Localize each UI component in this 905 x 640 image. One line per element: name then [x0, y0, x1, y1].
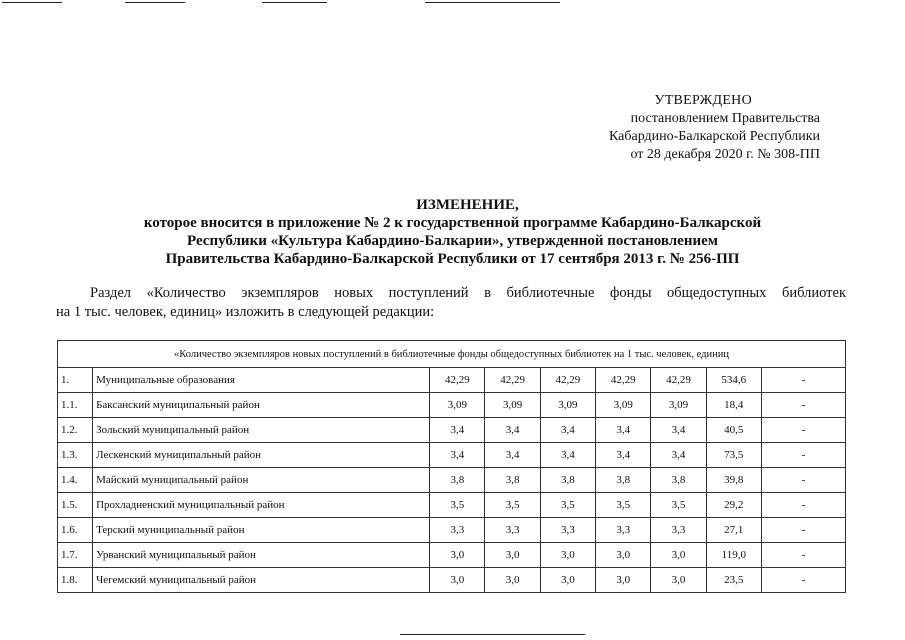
- row-value: 3,5: [430, 493, 485, 518]
- row-value: 3,4: [540, 418, 595, 443]
- approval-line: постановлением Правительства: [630, 111, 820, 126]
- row-name: Терский муниципальный район: [93, 518, 430, 543]
- row-value: 3,5: [540, 493, 595, 518]
- approval-block: [560, 92, 820, 164]
- scan-artifact-line: [2, 2, 62, 3]
- row-value: 3,8: [540, 468, 595, 493]
- row-value: 119,0: [706, 543, 761, 568]
- approval-line: Кабардино-Балкарской Республики: [609, 129, 820, 144]
- approval-heading: УТВЕРЖДЕНО: [654, 93, 752, 108]
- scan-artifact-line: [125, 2, 185, 3]
- row-value: 3,0: [596, 543, 651, 568]
- table-row: [58, 568, 846, 593]
- table-row: [58, 443, 846, 468]
- row-value: 42,29: [651, 368, 706, 393]
- row-empty-value: -: [761, 393, 845, 418]
- table-caption-row: [58, 341, 846, 368]
- row-value: 3,4: [430, 443, 485, 468]
- row-empty-value: -: [761, 443, 845, 468]
- table-row: [58, 543, 846, 568]
- row-value: 3,4: [540, 443, 595, 468]
- paragraph-line: на 1 тыс. человек, единиц» изложить в следующей редакции:: [56, 304, 435, 320]
- row-value: 3,09: [485, 393, 540, 418]
- row-number: 1.6.: [58, 518, 93, 543]
- row-value: 73,5: [706, 443, 761, 468]
- row-value: 3,4: [596, 418, 651, 443]
- row-empty-value: -: [761, 568, 845, 593]
- table-row: [58, 518, 846, 543]
- body-paragraph: [56, 284, 846, 322]
- row-value: 534,6: [706, 368, 761, 393]
- row-value: 18,4: [706, 393, 761, 418]
- row-value: 3,09: [596, 393, 651, 418]
- row-value: 3,09: [651, 393, 706, 418]
- row-value: 3,4: [485, 443, 540, 468]
- row-number: 1.7.: [58, 543, 93, 568]
- row-value: 3,3: [651, 518, 706, 543]
- row-value: 3,09: [430, 393, 485, 418]
- scan-artifact-line: [425, 2, 560, 3]
- row-value: 3,3: [485, 518, 540, 543]
- title-line: Республики «Культура Кабардино-Балкарии», утвержденной постановлением: [186, 233, 719, 249]
- paragraph-line: Раздел «Количество экземпляров новых поступлений в библиотечные фонды общедоступных библиотек: [90, 285, 846, 301]
- row-value: 3,4: [651, 418, 706, 443]
- row-value: 3,8: [651, 468, 706, 493]
- row-value: 3,0: [540, 568, 595, 593]
- row-empty-value: -: [761, 493, 845, 518]
- document-title: [0, 196, 905, 268]
- row-empty-value: -: [761, 468, 845, 493]
- row-value: 42,29: [540, 368, 595, 393]
- row-value: 3,8: [485, 468, 540, 493]
- row-value: 3,4: [651, 443, 706, 468]
- row-value: 42,29: [596, 368, 651, 393]
- row-value: 3,5: [485, 493, 540, 518]
- row-name: Прохладненский муниципальный район: [93, 493, 430, 518]
- row-number: 1.8.: [58, 568, 93, 593]
- row-value: 27,1: [706, 518, 761, 543]
- row-number: 1.: [58, 368, 93, 393]
- row-empty-value: -: [761, 368, 845, 393]
- title-line: которое вносится в приложение № 2 к государственной программе Кабардино-Балкарской: [143, 215, 762, 231]
- table-row: [58, 418, 846, 443]
- row-value: 3,0: [485, 543, 540, 568]
- row-value: 42,29: [485, 368, 540, 393]
- table-caption: «Количество экземпляров новых поступлений в библиотечные фонды общедоступных библиотек на 1 тыс. человек, единиц: [58, 341, 846, 368]
- row-value: 3,0: [430, 543, 485, 568]
- row-value: 23,5: [706, 568, 761, 593]
- row-number: 1.4.: [58, 468, 93, 493]
- row-value: 3,5: [596, 493, 651, 518]
- indicator-table: [57, 340, 846, 593]
- row-value: 3,3: [596, 518, 651, 543]
- row-number: 1.2.: [58, 418, 93, 443]
- table-row: [58, 393, 846, 418]
- row-value: 42,29: [430, 368, 485, 393]
- row-number: 1.5.: [58, 493, 93, 518]
- row-value: 3,3: [430, 518, 485, 543]
- row-value: 3,0: [596, 568, 651, 593]
- row-value: 3,0: [651, 543, 706, 568]
- scan-artifact-line: [262, 2, 327, 3]
- row-empty-value: -: [761, 518, 845, 543]
- row-name: Муниципальные образования: [93, 368, 430, 393]
- row-value: 3,0: [430, 568, 485, 593]
- table-row: [58, 468, 846, 493]
- row-value: 3,3: [540, 518, 595, 543]
- scan-artifact-line: [400, 634, 585, 635]
- row-name: Баксанский муниципальный район: [93, 393, 430, 418]
- row-name: Майский муниципальный район: [93, 468, 430, 493]
- row-empty-value: -: [761, 418, 845, 443]
- row-value: 3,0: [485, 568, 540, 593]
- row-value: 29,2: [706, 493, 761, 518]
- row-value: 3,0: [651, 568, 706, 593]
- row-value: 3,4: [485, 418, 540, 443]
- title-line: ИЗМЕНЕНИЕ,: [416, 197, 519, 213]
- row-value: 40,5: [706, 418, 761, 443]
- row-value: 3,8: [596, 468, 651, 493]
- row-value: 3,5: [651, 493, 706, 518]
- table-row: [58, 493, 846, 518]
- row-value: 3,8: [430, 468, 485, 493]
- row-value: 39,8: [706, 468, 761, 493]
- table-row: [58, 368, 846, 393]
- title-line: Правительства Кабардино-Балкарской Республики от 17 сентября 2013 г. № 256-ПП: [165, 251, 740, 267]
- row-value: 3,4: [596, 443, 651, 468]
- row-name: Чегемский муниципальный район: [93, 568, 430, 593]
- row-number: 1.1.: [58, 393, 93, 418]
- row-name: Урванский муниципальный район: [93, 543, 430, 568]
- row-value: 3,09: [540, 393, 595, 418]
- approval-line: от 28 декабря 2020 г. № 308-ПП: [630, 147, 820, 162]
- row-name: Зольский муниципальный район: [93, 418, 430, 443]
- row-empty-value: -: [761, 543, 845, 568]
- row-value: 3,4: [430, 418, 485, 443]
- row-value: 3,0: [540, 543, 595, 568]
- row-number: 1.3.: [58, 443, 93, 468]
- row-name: Лескенский муниципальный район: [93, 443, 430, 468]
